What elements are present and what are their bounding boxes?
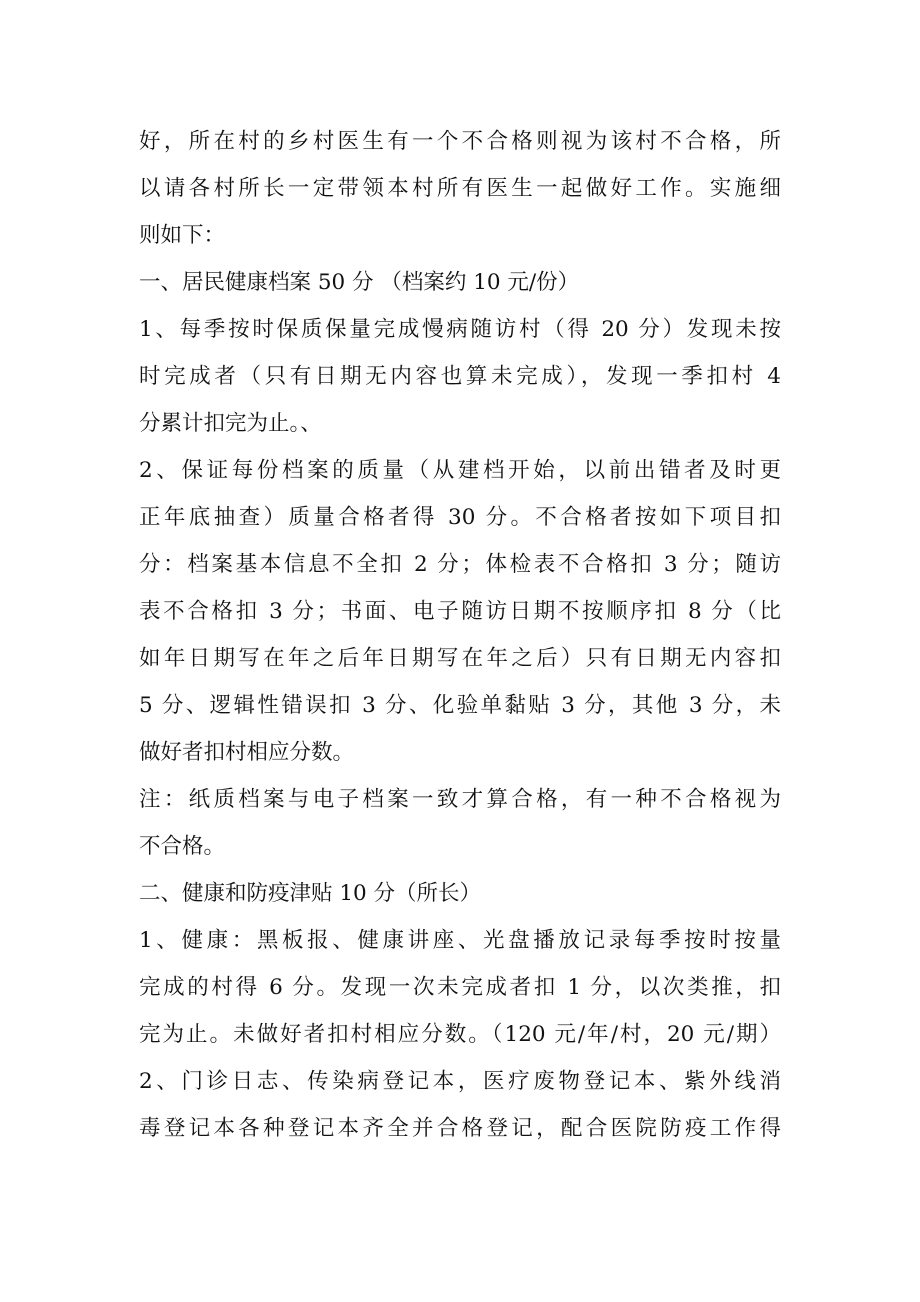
paragraph-line: 表不合格扣 3 分；书面、电子随访日期不按顺序扣 8 分（比 [139,599,781,624]
paragraph-line: 1、每季按时保质保量完成慢病随访村（得 20 分）发现未按 [139,317,781,342]
paragraph-line: 做好者扣村相应分数。 [139,740,355,765]
paragraph-line: 1、健康：黑板报、健康讲座、光盘播放记录每季按时按量 [139,928,781,953]
paragraph-line: 完为止。未做好者扣村相应分数。（120 元/年/村，20 元/期） [139,1022,781,1047]
paragraph-line: 毒登记本各种登记本齐全并合格登记，配合医院防疫工作得 [139,1116,781,1141]
paragraph-line: 则如下： [139,223,226,248]
paragraph-line: 5 分、逻辑性错误扣 3 分、化验单黏贴 3 分，其他 3 分，未 [139,693,781,718]
paragraph-line: 2、保证每份档案的质量（从建档开始，以前出错者及时更 [139,458,781,483]
paragraph-line: 不合格。 [139,834,226,859]
paragraph-line: 好，所在村的乡村医生有一个不合格则视为该村不合格，所 [139,129,781,154]
paragraph-line: 分：档案基本信息不全扣 2 分；体检表不合格扣 3 分；随访 [139,552,781,577]
paragraph-line: 二、健康和防疫津贴 10 分（所长） [139,881,482,906]
paragraph-line: 正年底抽查）质量合格者得 30 分。不合格者按如下项目扣 [139,505,781,530]
paragraph-line: 注：纸质档案与电子档案一致才算合格，有一种不合格视为 [139,787,781,812]
paragraph-line: 2、门诊日志、传染病登记本，医疗废物登记本、紫外线消 [139,1069,781,1094]
paragraph-line: 完成的村得 6 分。发现一次未完成者扣 1 分，以次类推，扣 [139,975,781,1000]
paragraph-line: 以请各村所长一定带领本村所有医生一起做好工作。实施细 [139,176,781,201]
paragraph-line: 如年日期写在年之后年日期写在年之后）只有日期无内容扣 [139,646,781,671]
paragraph-line: 一、居民健康档案 50 分 （档案约 10 元/份） [139,270,580,295]
paragraph-line: 分累计扣完为止。、 [139,411,322,436]
document-body [139,118,781,1152]
paragraph-line: 时完成者（只有日期无内容也算未完成），发现一季扣村 4 [139,364,781,389]
